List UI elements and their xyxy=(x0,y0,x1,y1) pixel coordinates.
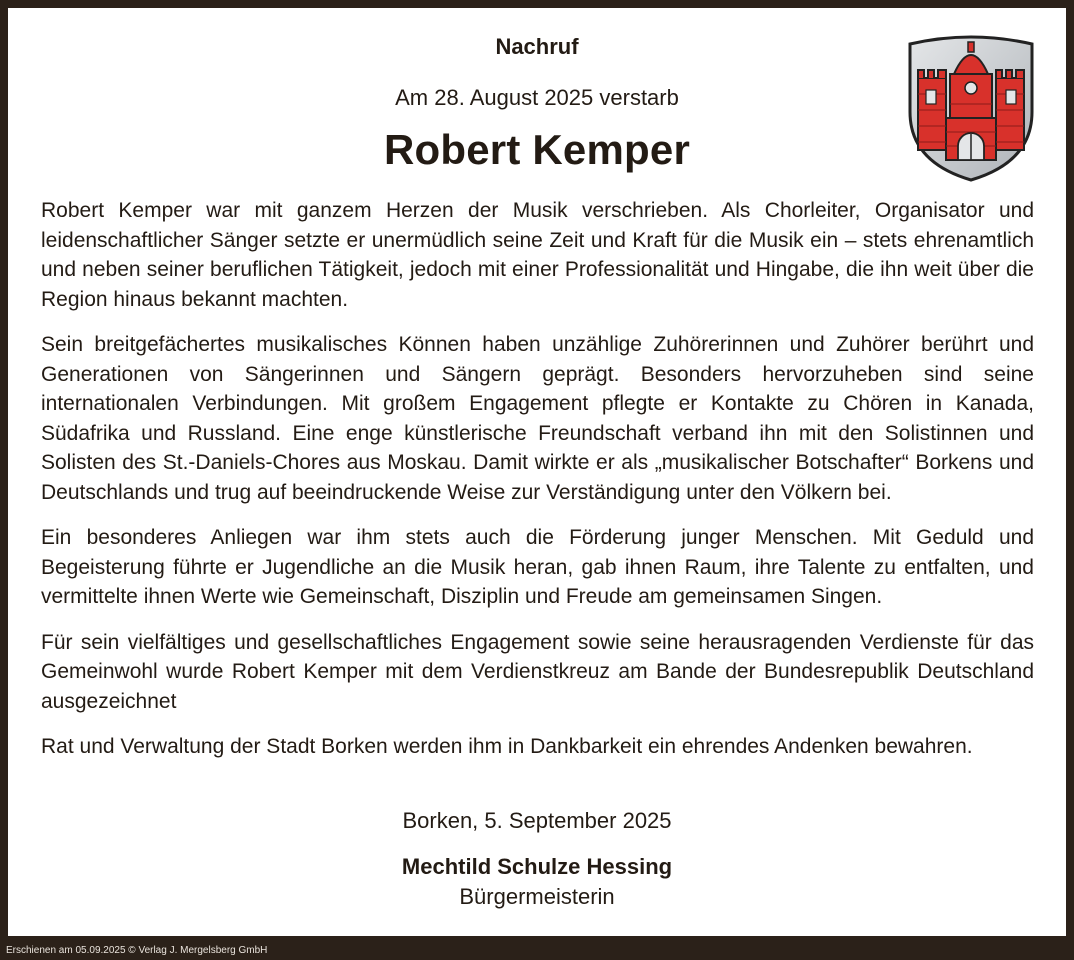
publication-footer: Erschienen am 05.09.2025 © Verlag J. Mergelsberg GmbH xyxy=(6,945,268,956)
body-paragraph: Robert Kemper war mit ganzem Herzen der Musik verschrieben. Als Chorleiter, Organisator und leidenschaftlicher Sänger setzte er unermüdlich seine Zeit und Kraft für die Musik ein – stets ehrenamtlich und neben seiner beruflichen Tätigkeit, jedoch mit einer Professionalität und Hingabe, die ihn weit über die Region hinaus bekannt machten. xyxy=(41,199,1034,311)
body-paragraph: Ein besonderes Anliegen war ihm stets auch die Förderung junger Menschen. Mit Geduld und Begeisterung führte er Jugendliche an die Musik heran, gab ihnen Raum, ihre Talente zu entfalten, und vermittelte ihnen Werte wie Gemeinschaft, Disziplin und Freude am gemeinsamen Singen. xyxy=(41,526,1034,608)
town-coat-of-arms-icon xyxy=(906,34,1036,184)
notice-header: Nachruf xyxy=(495,34,579,59)
place-and-date: Borken, 5. September 2025 xyxy=(402,808,672,833)
deceased-name: Robert Kemper xyxy=(384,126,690,173)
notice-intro: Am 28. August 2025 verstarb xyxy=(395,85,679,110)
body-paragraph: Rat und Verwaltung der Stadt Borken werden ihm in Dankbarkeit ein ehrendes Andenken bewahren. xyxy=(41,735,973,758)
signer-name: Mechtild Schulze Hessing xyxy=(401,854,673,879)
signer-role: Bürgermeisterin xyxy=(459,884,615,909)
notice-body xyxy=(41,196,1034,778)
body-paragraph: Sein breitgefächertes musikalisches Können haben unzählige Zuhörerinnen und Zuhörer berührt und Generationen von Sängerinnen und Sängern geprägt. Besonders hervorzuheben sind seine internationalen Verbindungen. Mit großem Engagement pflegte er Kontakte zu Chören in Kanada, Südafrika und Russland. Eine enge künstlerische Freundschaft verband ihn mit den Solistinnen und Solisten des St.-Daniels-Chores aus Moskau. Damit wirkte er als „musikalischer Botschafter“ Borkens und Deutschlands und trug auf beeindruckende Weise zur Verständigung unter den Völkern bei. xyxy=(41,333,1034,504)
obituary-notice xyxy=(8,8,1066,936)
body-paragraph: Für sein vielfältiges und gesellschaftliches Engagement sowie seine herausragenden Verdienste für das Gemeinwohl wurde Robert Kemper mit dem Verdienstkreuz am Bande der Bundesrepublik Deutschland ausgezeichnet xyxy=(41,630,1034,713)
